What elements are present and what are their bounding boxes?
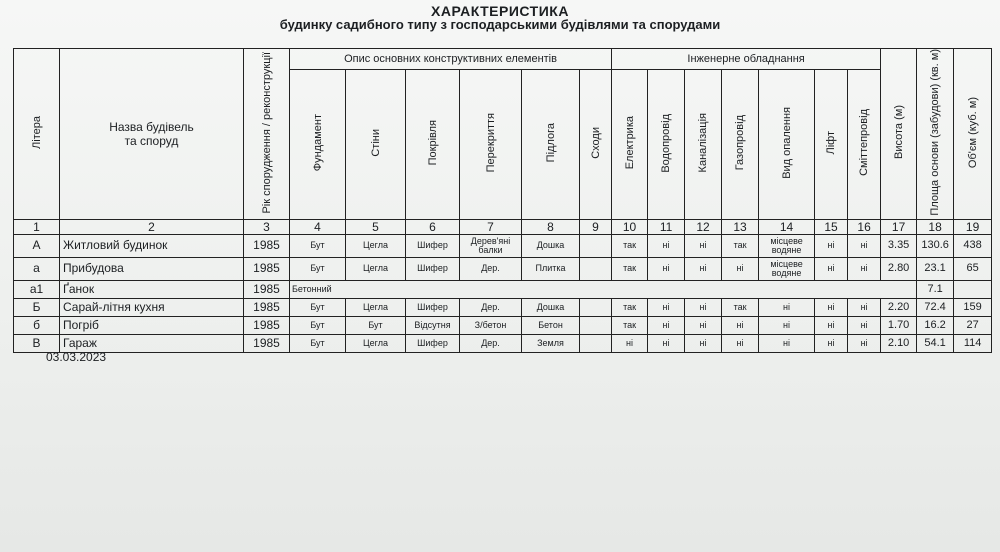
- document-title: ХАРАКТЕРИСТИКА: [431, 3, 569, 19]
- cell-electric: так: [612, 316, 648, 334]
- document-date: 03.03.2023: [46, 350, 107, 364]
- cell-sewer: ні: [685, 334, 722, 352]
- header-name: Назва будівель та споруд: [60, 49, 244, 220]
- cell-walls: Цегла: [346, 234, 406, 257]
- cell-area: 16.2: [917, 316, 954, 334]
- cell-height: 1.70: [881, 316, 917, 334]
- cell-ceiling: Дер.: [460, 257, 522, 280]
- cell-heating: місцеве водяне: [759, 257, 815, 280]
- cell-year: 1985: [244, 234, 290, 257]
- header-ceiling: Перекриття: [460, 70, 522, 219]
- cell-note: Бетонний: [290, 280, 917, 298]
- cell-ceiling: Дер.: [460, 298, 522, 316]
- header-heating: Вид опалення: [759, 70, 815, 219]
- cell-year: 1985: [244, 334, 290, 352]
- cell-water: ні: [648, 334, 685, 352]
- header-area: Площа основи (забудови) (кв. м): [917, 49, 954, 220]
- col-num: 10: [612, 219, 648, 234]
- col-num: 5: [346, 219, 406, 234]
- cell-lift: ні: [815, 257, 848, 280]
- column-numbers-row: [14, 219, 992, 234]
- col-num: 16: [848, 219, 881, 234]
- header-stairs: Сходи: [580, 70, 612, 219]
- cell-height: 2.80: [881, 257, 917, 280]
- cell-volume: 27: [954, 316, 992, 334]
- cell-sewer: ні: [685, 257, 722, 280]
- cell-lift: ні: [815, 334, 848, 352]
- cell-ceiling: Дер.: [460, 334, 522, 352]
- cell-litera: а1: [14, 280, 60, 298]
- cell-electric: ні: [612, 334, 648, 352]
- col-num: 12: [685, 219, 722, 234]
- col-num: 8: [522, 219, 580, 234]
- cell-roof: Шифер: [406, 334, 460, 352]
- cell-litera: а: [14, 257, 60, 280]
- cell-foundation: Бут: [290, 298, 346, 316]
- cell-area: 130.6: [917, 234, 954, 257]
- header-electric: Електрика: [612, 70, 648, 219]
- cell-roof: Шифер: [406, 298, 460, 316]
- cell-name: Житловий будинок: [60, 234, 244, 257]
- cell-walls: Бут: [346, 316, 406, 334]
- cell-water: ні: [648, 316, 685, 334]
- cell-electric: так: [612, 234, 648, 257]
- header-water: Водопровід: [648, 70, 685, 219]
- cell-height: 2.10: [881, 334, 917, 352]
- table-row: [14, 257, 992, 280]
- cell-water: ні: [648, 298, 685, 316]
- cell-volume: 438: [954, 234, 992, 257]
- cell-garbage: ні: [848, 334, 881, 352]
- cell-water: ні: [648, 257, 685, 280]
- col-num: 9: [580, 219, 612, 234]
- document-subtitle: будинку садибного типу з господарськими будівлями та спорудами: [279, 17, 721, 32]
- col-num: 19: [954, 219, 992, 234]
- header-roof: Покрівля: [406, 70, 460, 219]
- cell-litera: А: [14, 234, 60, 257]
- col-num: 2: [60, 219, 244, 234]
- cell-heating: ні: [759, 334, 815, 352]
- cell-litera: б: [14, 316, 60, 334]
- cell-volume: 114: [954, 334, 992, 352]
- cell-garbage: ні: [848, 257, 881, 280]
- col-num: 3: [244, 219, 290, 234]
- header-gas: Газопровід: [722, 70, 759, 219]
- header-struct-group: Опис основних конструктивних елементів: [290, 49, 612, 70]
- cell-floor: Земля: [522, 334, 580, 352]
- col-num: 11: [648, 219, 685, 234]
- cell-floor: Бетон: [522, 316, 580, 334]
- cell-heating: ні: [759, 298, 815, 316]
- cell-stairs: [580, 316, 612, 334]
- cell-name: Ґанок: [60, 280, 244, 298]
- cell-foundation: Бут: [290, 257, 346, 280]
- cell-name: Гараж: [60, 334, 244, 352]
- cell-walls: Цегла: [346, 257, 406, 280]
- header-height: Висота (м): [881, 49, 917, 220]
- cell-foundation: Бут: [290, 334, 346, 352]
- cell-water: ні: [648, 234, 685, 257]
- col-num: 1: [14, 219, 60, 234]
- cell-height: 2.20: [881, 298, 917, 316]
- cell-volume: [954, 280, 992, 298]
- col-num: 4: [290, 219, 346, 234]
- cell-gas: ні: [722, 316, 759, 334]
- cell-sewer: ні: [685, 298, 722, 316]
- col-num: 6: [406, 219, 460, 234]
- cell-sewer: ні: [685, 234, 722, 257]
- cell-electric: так: [612, 298, 648, 316]
- cell-year: 1985: [244, 280, 290, 298]
- cell-year: 1985: [244, 316, 290, 334]
- cell-gas: так: [722, 298, 759, 316]
- cell-lift: ні: [815, 316, 848, 334]
- cell-area: 54.1: [917, 334, 954, 352]
- cell-walls: Цегла: [346, 298, 406, 316]
- cell-year: 1985: [244, 257, 290, 280]
- cell-area: 72.4: [917, 298, 954, 316]
- cell-litera: Б: [14, 298, 60, 316]
- cell-garbage: ні: [848, 316, 881, 334]
- table-row: [14, 334, 992, 352]
- cell-name: Прибудова: [60, 257, 244, 280]
- header-eng-group: Інженерне обладнання: [612, 49, 881, 70]
- cell-stairs: [580, 257, 612, 280]
- header-garbage: Сміттепровід: [848, 70, 881, 219]
- header-litera: Літера: [14, 49, 60, 220]
- cell-ceiling: Дерев'яні балки: [460, 234, 522, 257]
- cell-roof: Відсутня: [406, 316, 460, 334]
- col-num: 17: [881, 219, 917, 234]
- cell-roof: Шифер: [406, 234, 460, 257]
- cell-volume: 65: [954, 257, 992, 280]
- header-floor: Підлога: [522, 70, 580, 219]
- header-volume: Об'єм (куб. м): [954, 49, 992, 220]
- col-num: 15: [815, 219, 848, 234]
- header-year: Рік спорудження / реконструкції: [244, 49, 290, 220]
- header-foundation: Фундамент: [290, 70, 346, 219]
- cell-roof: Шифер: [406, 257, 460, 280]
- characteristics-table: [13, 48, 992, 353]
- cell-floor: Дошка: [522, 298, 580, 316]
- cell-area: 7.1: [917, 280, 954, 298]
- col-num: 18: [917, 219, 954, 234]
- header-walls: Стіни: [346, 70, 406, 219]
- table-row: [14, 316, 992, 334]
- cell-heating: ні: [759, 316, 815, 334]
- cell-litera: В: [14, 334, 60, 352]
- col-num: 13: [722, 219, 759, 234]
- cell-year: 1985: [244, 298, 290, 316]
- header-lift: Ліфт: [815, 70, 848, 219]
- cell-lift: ні: [815, 234, 848, 257]
- cell-gas: ні: [722, 257, 759, 280]
- cell-walls: Цегла: [346, 334, 406, 352]
- cell-name: Погріб: [60, 316, 244, 334]
- cell-ceiling: З/бетон: [460, 316, 522, 334]
- cell-sewer: ні: [685, 316, 722, 334]
- cell-heating: місцеве водяне: [759, 234, 815, 257]
- col-num: 14: [759, 219, 815, 234]
- cell-area: 23.1: [917, 257, 954, 280]
- cell-stairs: [580, 334, 612, 352]
- cell-gas: ні: [722, 334, 759, 352]
- col-num: 7: [460, 219, 522, 234]
- cell-foundation: Бут: [290, 234, 346, 257]
- cell-floor: Дошка: [522, 234, 580, 257]
- cell-height: 3.35: [881, 234, 917, 257]
- cell-stairs: [580, 234, 612, 257]
- cell-name: Сарай-літня кухня: [60, 298, 244, 316]
- table-row: [14, 298, 992, 316]
- cell-garbage: ні: [848, 234, 881, 257]
- cell-gas: так: [722, 234, 759, 257]
- cell-volume: 159: [954, 298, 992, 316]
- cell-electric: так: [612, 257, 648, 280]
- header-sewer: Каналізація: [685, 70, 722, 219]
- table-row: [14, 234, 992, 257]
- cell-foundation: Бут: [290, 316, 346, 334]
- table-row: [14, 280, 992, 298]
- cell-floor: Плитка: [522, 257, 580, 280]
- cell-stairs: [580, 298, 612, 316]
- cell-lift: ні: [815, 298, 848, 316]
- cell-garbage: ні: [848, 298, 881, 316]
